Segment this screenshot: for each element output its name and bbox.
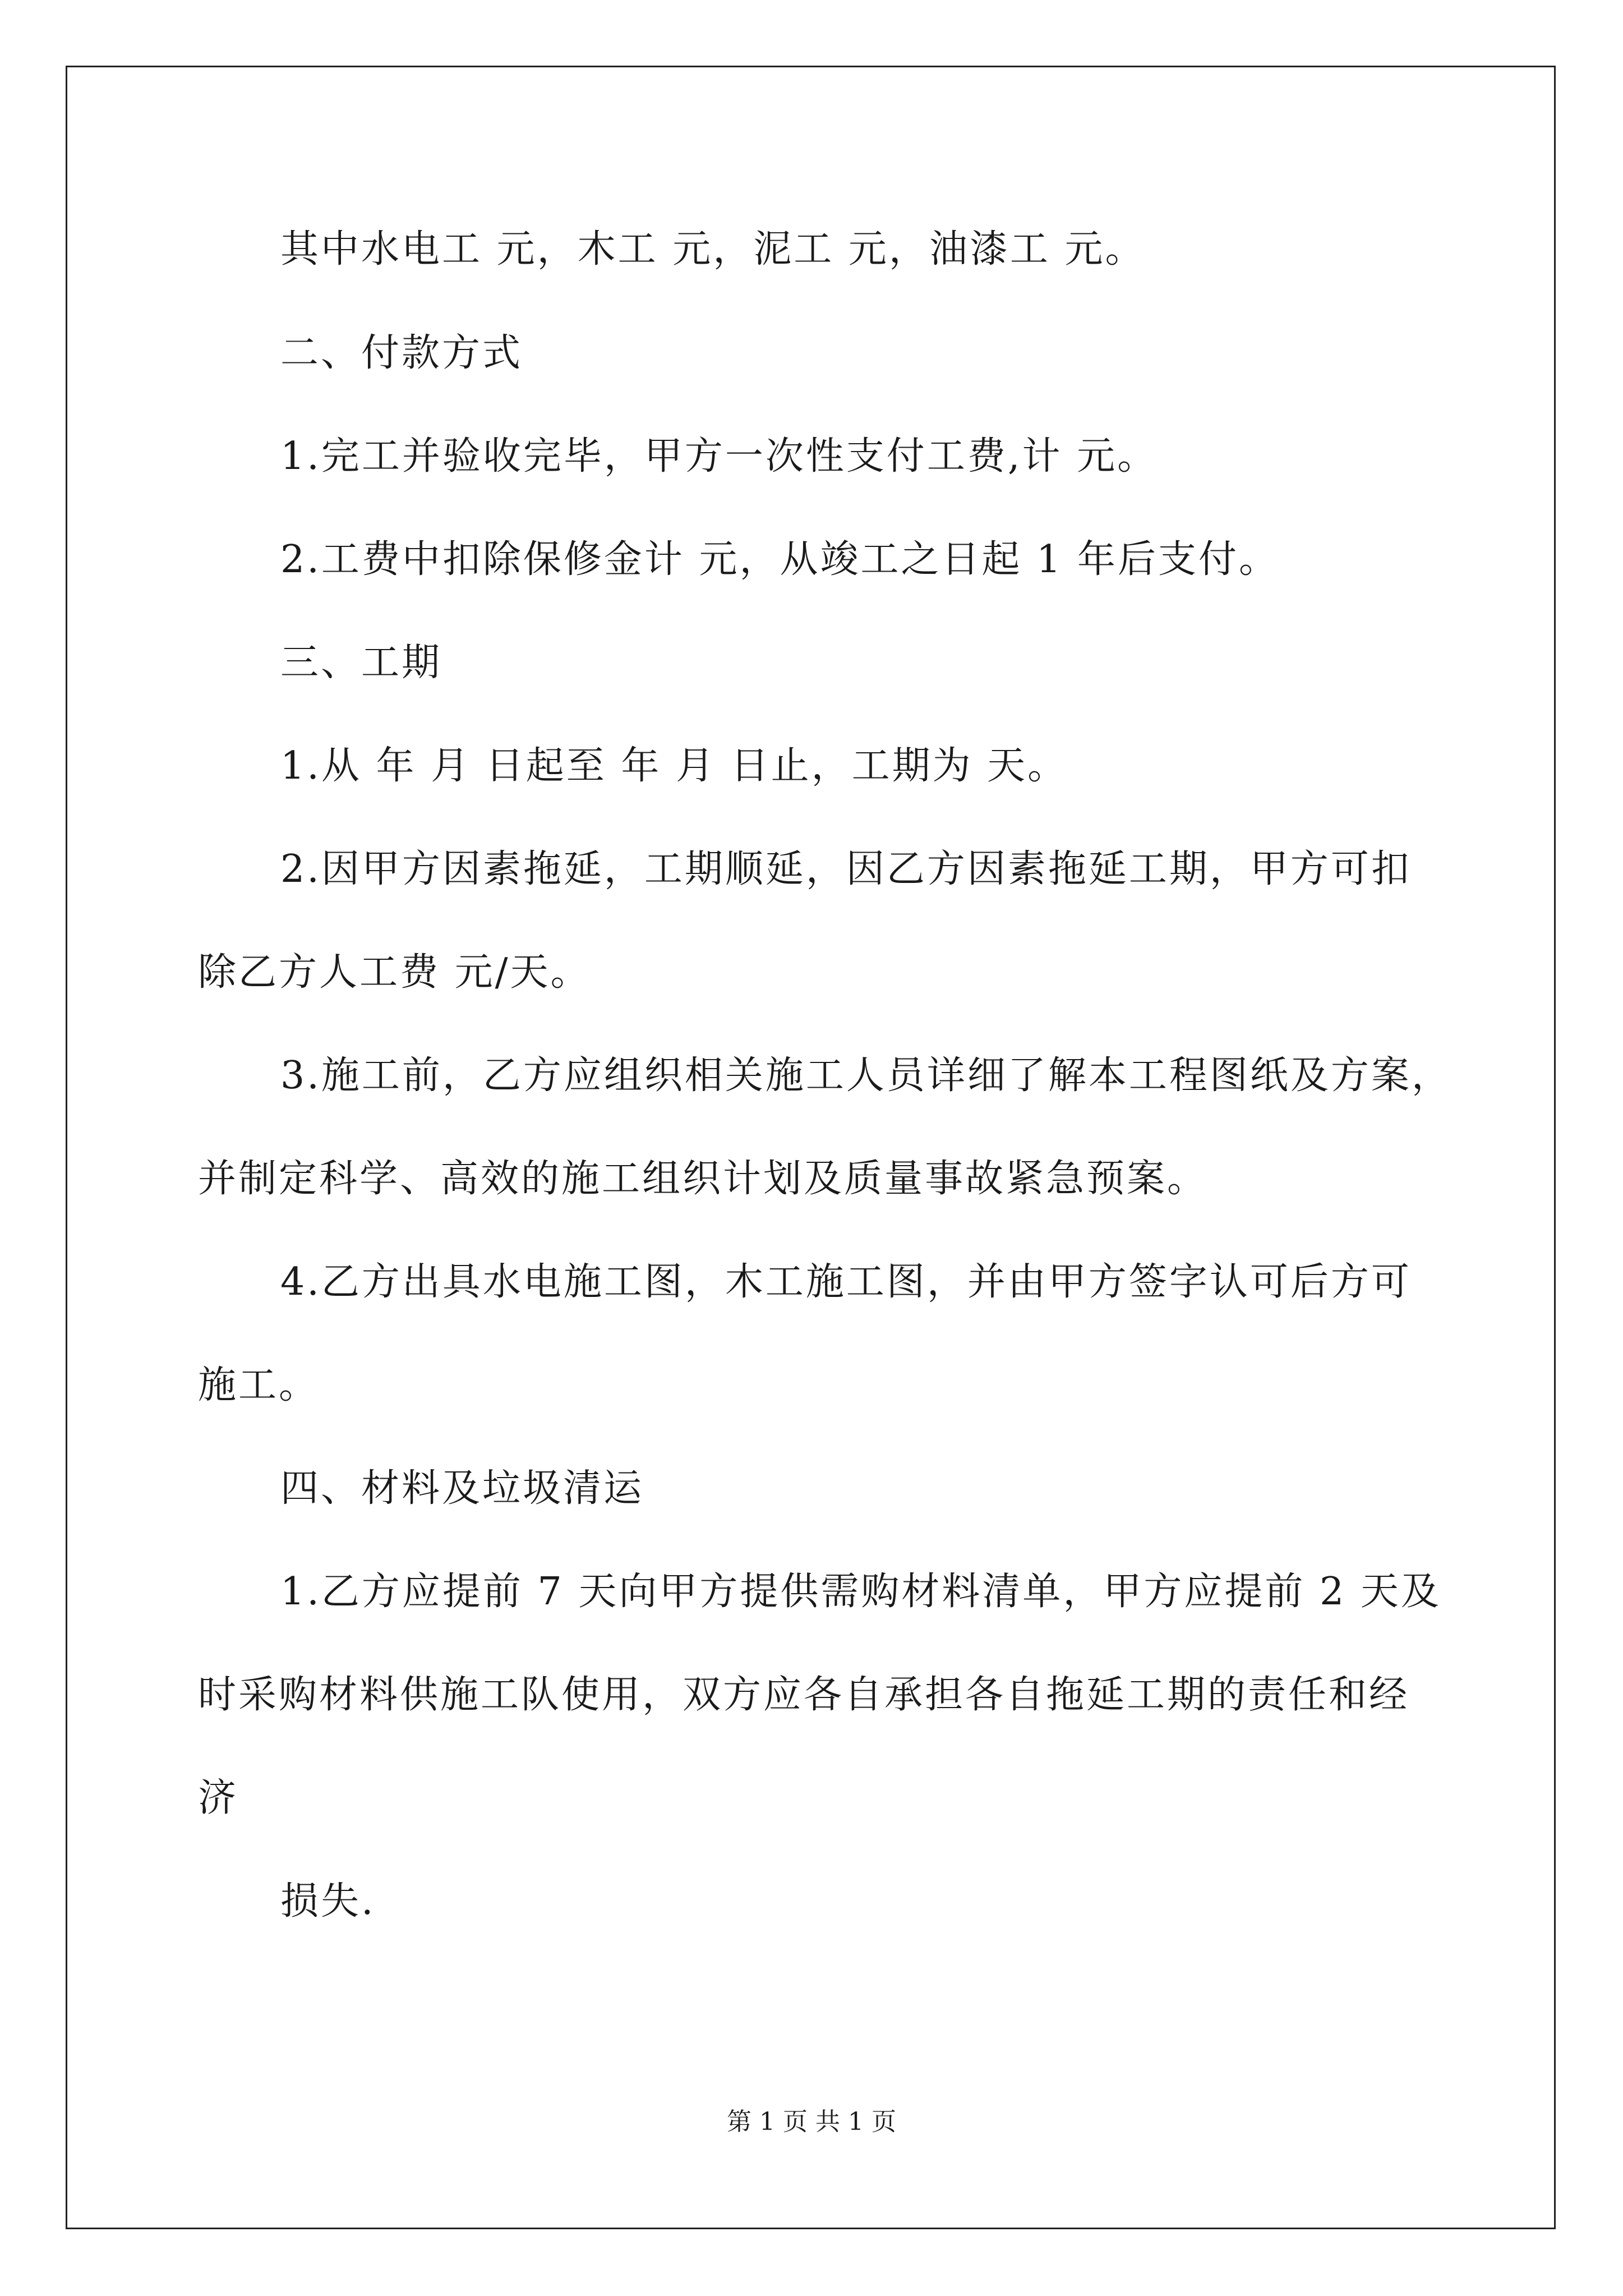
- paragraph-line: 其中水电工 元，木工 元，泥工 元，油漆工 元。: [280, 227, 1146, 272]
- page-number: 第 1 页 共 1 页: [727, 2108, 896, 2136]
- paragraph-line: 2.因甲方因素拖延，工期顺延，因乙方因素拖延工期，甲方可扣: [280, 847, 1412, 891]
- paragraph-line: 济: [198, 1776, 239, 1820]
- paragraph-line: 4.乙方出具水电施工图，木工施工图，并由甲方签字认可后方可: [280, 1260, 1412, 1304]
- paragraph-line: 时采购材料供施工队使用，双方应各自承担各自拖延工期的责任和经: [198, 1673, 1410, 1717]
- section-heading: 三、工期: [280, 641, 442, 685]
- paragraph-line: 1.完工并验收完毕，甲方一次性支付工费,计 元。: [280, 434, 1158, 478]
- paragraph-line: 损失.: [280, 1879, 376, 1924]
- paragraph-line: 并制定科学、高效的施工组织计划及质量事故紧急预案。: [198, 1157, 1208, 1201]
- paragraph-line: 除乙方人工费 元/天。: [198, 950, 591, 995]
- paragraph-line: 3.施工前，乙方应组织相关施工人员详细了解本工程图纸及方案，: [280, 1053, 1452, 1098]
- paragraph-line: 2.工费中扣除保修金计 元，从竣工之日起 1 年后支付。: [280, 537, 1279, 582]
- paragraph-line: 1.乙方应提前 7 天向甲方提供需购材料清单，甲方应提前 2 天及: [280, 1570, 1441, 1614]
- paragraph-line: 1.从 年 月 日起至 年 月 日止，工期为 天。: [280, 744, 1068, 788]
- section-heading: 二、付款方式: [280, 331, 523, 375]
- section-heading: 四、材料及垃圾清运: [280, 1466, 644, 1511]
- paragraph-line: 施工。: [198, 1363, 320, 1407]
